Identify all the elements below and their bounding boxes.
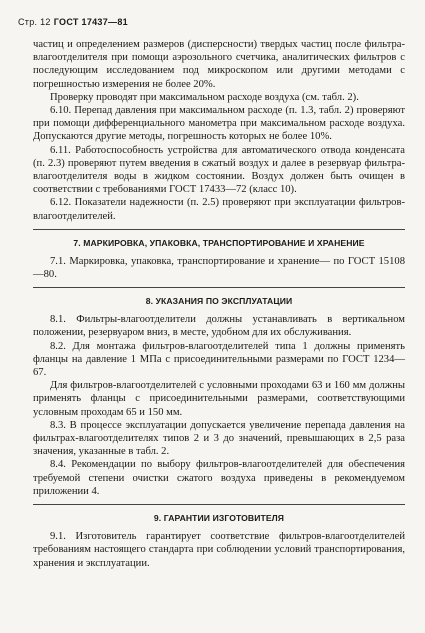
paragraph-7-1: 7.1. Маркировка, упаковка, транспортирование и хранение— по ГОСТ 15108—80.	[33, 255, 405, 281]
paragraph-8-3: 8.3. В процессе эксплуатации допускается увеличение перепада давления на фильтрах-влагоотделителях типов 2 и 3 до значений, превышающих в 2,5 раза значения, указанные в табл. 2.	[33, 419, 405, 458]
page-number: Стр. 12	[18, 17, 51, 27]
paragraph-6-10: 6.10. Перепад давления при максимальном расходе (п. 1.3, табл. 2) проверяют при помощи дифференциального манометра при максимальном расходе воздуха. Допускаются другие методы, погрешность которых не более 10%.	[33, 105, 405, 143]
paragraph-8-2-cont: Для фильтров-влагоотделителей с условными проходами 63 и 160 мм должны применять фланцы с присоединительными размерами, соответствующими условным проходам 65 и 150 мм.	[33, 380, 405, 418]
section-heading-7: 7. МАРКИРОВКА, УПАКОВКА, ТРАНСПОРТИРОВАНИЕ И ХРАНЕНИЕ	[73, 237, 365, 248]
body-text	[33, 38, 405, 570]
section-divider	[33, 229, 405, 230]
standard-designation: ГОСТ 17437—81	[53, 17, 128, 27]
section-heading-9: 9. ГАРАНТИИ ИЗГОТОВИТЕЛЯ	[153, 513, 285, 524]
section-divider	[33, 504, 405, 505]
paragraph-8-2: 8.2. Для монтажа фильтров-влагоотделителей типа 1 должны применять фланцы на давление 1 МПа с присоединительными размерами по ГОСТ 1234—67.	[33, 340, 405, 379]
paragraph-6-11: 6.11. Работоспособность устройства для автоматического отвода конденсата (п. 2.3) проверяют путем введения в сжатый воздух и далее в резервуар фильтра-влагоотделителя воды в жидком состоянии. Воздух должен быть очищен в соответствии с требованиями ГОСТ 17433—72 (класс 10).	[33, 144, 405, 196]
section-heading-8: 8. УКАЗАНИЯ ПО ЭКСПЛУАТАЦИИ	[145, 296, 293, 307]
section-divider	[33, 287, 405, 288]
paragraph-continuation: частиц и определением размеров (дисперсности) твердых частиц после фильтра-влагоотделителя при помощи аэрозольного счетчика, аналитических фильтров с последующим исследованием под микроскопом или другими методами с погрешностью измерения не более 20%.	[33, 39, 405, 90]
paragraph-8-4: 8.4. Рекомендации по выбору фильтров-влагоотделителей для обеспечения требуемой степени очистки сжатого воздуха приведены в рекомендуемом приложении 4.	[33, 459, 405, 497]
running-header	[18, 17, 128, 27]
paragraph-8-1: 8.1. Фильтры-влагоотделители должны устанавливать в вертикальном положении, резервуаром вниз, в месте, удобном для их обслуживания.	[33, 314, 405, 339]
paragraph-check-flow: Проверку проводят при максимальном расходе воздуха (см. табл. 2).	[50, 91, 359, 103]
paragraph-6-12: 6.12. Показатели надежности (п. 2.5) проверяют при эксплуатации фильтров-влагоотделителей.	[33, 197, 405, 222]
paragraph-9-1: 9.1. Изготовитель гарантирует соответствие фильтров-влагоотделителей требованиям настоящего стандарта при соблюдении условий транспортирования, хранения и эксплуатации.	[33, 531, 405, 569]
